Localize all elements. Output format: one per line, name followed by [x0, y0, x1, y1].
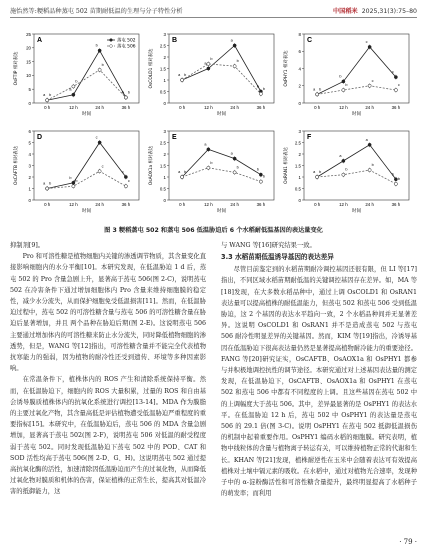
x-tick-label: 24 h [230, 202, 239, 207]
left-column [10, 240, 206, 498]
significance-letter: a [230, 38, 233, 43]
data-point [46, 187, 49, 190]
significance-letter: b [262, 174, 265, 179]
significance-letter: b [256, 167, 259, 172]
y-tick-label: 1.5 [159, 163, 166, 169]
y-tick-label: 0.5 [159, 89, 166, 95]
series-line [47, 70, 126, 100]
panel-letter: B [172, 37, 178, 44]
significance-letter: a [339, 153, 342, 158]
panel-letter: D [37, 134, 43, 141]
legend-marker [110, 39, 113, 42]
significance-letter: b [210, 56, 213, 61]
data-point [316, 93, 319, 96]
x-tick-label: 36 h [391, 105, 401, 110]
running-title: 施怡然等:粳稻品种蒸屯 502 苗期耐低温的生理与分子特性分析 [10, 8, 183, 15]
significance-letter: b [121, 90, 124, 95]
significance-letter: b [339, 74, 342, 79]
paragraph: Pro 和可溶性糖是植物细胞内关键的渗透调节物质，其含量变化直接影响细胞内的水分平衡[10]。本研究发现，在低温胁迫 1 d 后，蒸屯 502 的 Pro 含量急剧上升，显著高于蒸屯 506(图 2-C)，说明蒸屯 502 在冷害条件下通过增加细胞体内 Pro 含量来维持细胞膜的稳定性，减少水分流失，从而保护细胞免受低温损害[11]。然而，在低温胁迫过程中，蒸屯 502 的可溶性糖含量与蒸屯 506 的可溶性糖含量在胁迫后显著增加，并且 两个品种在胁迫后期(图 2-E)。这说明蒸屯 506 主要通过增加体内的可溶性糖来防止水分流失，同时降低植物细胞的渗透势，但是，WANG 等[12]指出，可溶性糖含量并不能完全代表植物抗寒能力的强弱，因为植物的耐冷性还受到遗传、环境等多种因素影响。 [10, 253, 206, 373]
plot-frame [34, 131, 139, 200]
y-tick-label: 10 [26, 73, 31, 79]
data-point [124, 175, 127, 178]
significance-letter: b [236, 59, 239, 64]
y-tick-label: 1 [298, 174, 301, 180]
paragraph: 尽管目前鉴定到的水稻苗期耐冷调控基因还很有限，但 LI 等[17]指出，不同区域水稻苗期耐低温的关键调控基因存在差异。如，MA 等[18]发现，在大多数水稻品种中，通过上调 OsCOLD1 和 OsRAN1 表达量可以提高植株的耐低温能力，但蒸屯 502 和蒸屯 506 受到低温胁迫，这 2 个基因的表达水平趋向一致，2 个水稻品种间并无显著差异。这说明 OsCOLD1 和 OsRAN1 并不是造成蒸屯 502 与蒸屯 506 耐冷性明显差异的关键基因。然而，KIM 等[19]指出，冷诱导基因在低温胁迫下很高表达量仍然是显著提高植物耐冷能力的重要途径。FANG 等[20]研究证实，OsCAFTB、OsAOX1a 和 OsPHY1 都参与并积极地调控抗性的调节途径。本研究通过对上述基因表达量的测定发现，在低温胁迫下，OsCAFTB、OsAOX1a 和 OsPHY1 在蒸屯 502 和蒸屯 506 中都有不同程度的上调。且这些基因在蒸屯 502 中的上调幅度大于蒸屯 506。其中，差异最显著的是 OsPHY1 的表达水平。在低温胁迫 12 h 后，蒸屯 502 中 OsPHY1 的表达量是蒸屯 506 的 29.1 倍(图 3-C)。说明 OsPHY1 在蒸屯 502 抵御低温损伤的机制中起着重要作用。OsPHY1 编码水稻的细胞膜。研究表明，植物中线粒体的含量与植物离子转运有关，可以维持植物正常的代谢和生长。KHAN 等[21]发现，植株耐逆性在玉米中会随着表达可有效提高植株对土壤中镉元素的吸收。在水稻中，通过对植物光合速率，发现种子中的 α-淀粉酶活性和可溶性糖含量提升，最终明显提高了水稻种子的萌发率；而利用 [221, 266, 417, 498]
plot-frame [304, 131, 409, 200]
significance-letter: c [121, 170, 124, 174]
x-tick-label: 0 h [314, 105, 321, 110]
data-point [342, 173, 345, 176]
x-tick-label: 12 h [339, 105, 348, 110]
panel-letter: C [307, 37, 313, 44]
series-line [317, 167, 396, 184]
significance-letter: b [127, 90, 130, 95]
y-axis-label: OsPHY1 相对表达 [284, 50, 289, 87]
x-tick-label: 24 h [365, 105, 374, 110]
plot-frame [169, 34, 274, 103]
series-line [47, 51, 126, 101]
y-tick-label: 4 [28, 151, 31, 157]
data-point [72, 93, 75, 96]
data-point [72, 185, 75, 188]
y-tick-label: 5 [28, 87, 31, 92]
x-tick-label: 0 h [179, 202, 186, 207]
significance-letter: a [178, 170, 181, 174]
significance-letter: b [49, 93, 52, 98]
data-point [207, 62, 210, 65]
significance-letter: a [69, 87, 72, 92]
issue-info: 2025,31(3):75–80 [361, 8, 417, 15]
y-axis-label: OsCAFTB 相对表达 [14, 146, 19, 185]
significance-letter: b [236, 165, 239, 170]
x-tick-label: 36 h [256, 202, 266, 207]
y-tick-label: 3 [298, 128, 301, 134]
y-tick-label: 2 [163, 54, 166, 60]
x-tick-label: 12 h [204, 202, 213, 207]
significance-letter: c [95, 135, 98, 140]
data-point [368, 84, 371, 87]
data-point [394, 76, 397, 79]
y-tick-label: 2 [163, 151, 166, 157]
y-axis-label: OsCOLD1 相对表达 [149, 48, 154, 89]
legend-label: 蒸屯 502 [117, 38, 136, 44]
data-point [98, 170, 101, 173]
significance-letter: b [75, 179, 78, 184]
significance-letter: a [230, 151, 233, 156]
data-point [124, 185, 127, 188]
y-tick-label: 2.5 [294, 140, 301, 146]
y-tick-label: 0 [28, 100, 31, 106]
significance-letter: b [184, 170, 187, 174]
y-tick-label: 0 [298, 100, 301, 106]
data-point [233, 65, 236, 68]
series-line [182, 46, 261, 92]
data-point [98, 49, 101, 52]
y-tick-label: 3 [163, 31, 166, 37]
series-line [182, 149, 261, 177]
significance-letter: c [365, 39, 368, 44]
significance-letter: a [313, 87, 316, 92]
y-tick-label: 8 [298, 31, 301, 37]
y-axis-label: OsFTIP 相对表达 [14, 51, 19, 86]
x-axis-label: 时间 [81, 209, 92, 214]
significance-letter: a [365, 137, 368, 142]
section-heading: 3.3 水稻苗期低温诱导基因的表达差异 [221, 253, 334, 262]
legend-label: 蒸屯 506 [117, 44, 136, 50]
data-point [207, 148, 210, 151]
figure-3 [10, 22, 417, 232]
x-tick-label: 24 h [95, 202, 104, 207]
significance-letter: c [101, 164, 104, 169]
y-tick-label: 2 [298, 83, 301, 89]
significance-letter: b [184, 73, 187, 77]
data-point [368, 169, 371, 172]
y-tick-label: 2 [298, 151, 301, 157]
figure-3-charts [10, 22, 417, 222]
legend-marker [110, 45, 113, 48]
y-tick-label: 1.5 [159, 66, 166, 72]
paragraph: 与 WANG 等[16]研究结果一致。 [221, 242, 316, 249]
panel-letter: A [37, 37, 43, 44]
x-tick-label: 24 h [95, 105, 104, 110]
series-line [47, 143, 126, 189]
journal-name: 中国稻米 [332, 8, 358, 15]
significance-letter: c [371, 78, 374, 83]
data-point [46, 99, 49, 102]
y-tick-label: 1 [163, 174, 166, 180]
data-point [394, 88, 397, 91]
y-tick-label: 2.5 [159, 140, 166, 146]
y-tick-label: 15 [26, 59, 31, 65]
series-line [182, 168, 261, 182]
y-tick-label: 25 [26, 31, 31, 37]
y-tick-label: 0 [163, 100, 166, 106]
x-tick-label: 36 h [256, 105, 266, 110]
significance-letter: b [397, 176, 400, 181]
y-axis-label: OsRAN1 相对表达 [284, 147, 289, 184]
plot-frame [169, 131, 274, 200]
significance-letter: b [345, 167, 348, 172]
significance-letter: c [127, 179, 130, 184]
page-number: · 79 · [399, 538, 417, 546]
header-rule [10, 17, 417, 18]
significance-letter: b [75, 79, 78, 84]
y-axis-label: OsAOX1a 相对表达 [149, 145, 154, 186]
x-tick-label: 0 h [44, 202, 51, 207]
x-tick-label: 36 h [391, 202, 401, 207]
significance-letter: b [69, 175, 72, 180]
data-point [342, 159, 345, 162]
significance-letter: b [391, 172, 394, 177]
x-axis-label: 时间 [351, 112, 362, 117]
data-point [233, 157, 236, 160]
significance-letter: b [95, 43, 98, 48]
y-tick-label: 5 [28, 140, 31, 146]
panel-letter: F [307, 134, 312, 141]
data-point [98, 68, 101, 71]
y-tick-label: 1 [28, 186, 31, 192]
x-tick-label: 24 h [230, 105, 239, 110]
data-point [259, 180, 262, 183]
x-tick-label: 36 h [121, 105, 131, 110]
panel-letter: E [172, 134, 177, 141]
significance-letter: b [371, 163, 374, 168]
figure-caption: 图 3 粳稻蒸屯 502 和蒸屯 506 低温胁迫后 6 个水稻耐低温基因的表达量变化 [104, 227, 323, 234]
data-point [233, 171, 236, 174]
x-axis-label: 时间 [216, 209, 227, 214]
y-tick-label: 4 [298, 66, 301, 72]
right-column [221, 240, 417, 499]
x-tick-label: 12 h [69, 105, 78, 110]
significance-letter: b [256, 84, 259, 89]
data-point [181, 78, 184, 81]
y-tick-label: 0 [28, 197, 31, 203]
significance-letter: b [101, 62, 104, 67]
significance-letter: b [210, 160, 213, 165]
series-line [317, 86, 396, 95]
data-point [368, 143, 371, 146]
y-tick-label: 6 [298, 49, 301, 55]
significance-letter: c [391, 70, 394, 75]
series-line [317, 145, 396, 180]
significance-letter: b [345, 83, 348, 88]
significance-letter: c [397, 83, 400, 88]
series-line [182, 61, 261, 94]
y-tick-label: 3 [163, 128, 166, 134]
y-tick-label: 20 [26, 45, 31, 51]
paragraph: 抑制剂[9]。 [10, 242, 45, 249]
significance-letter: b [262, 86, 265, 91]
y-tick-label: 2 [28, 174, 31, 180]
data-point [72, 85, 75, 88]
x-tick-label: 12 h [339, 202, 348, 207]
significance-letter: a [43, 181, 46, 186]
data-point [342, 88, 345, 91]
data-point [207, 67, 210, 70]
y-tick-label: 1.5 [294, 163, 301, 169]
data-point [394, 182, 397, 185]
x-axis-label: 时间 [81, 112, 92, 117]
significance-letter: a [313, 170, 316, 174]
y-tick-label: 0.5 [159, 186, 166, 192]
data-point [368, 45, 371, 48]
y-tick-label: 1 [163, 77, 166, 83]
data-point [233, 44, 236, 47]
significance-letter: a [43, 93, 46, 98]
x-tick-label: 0 h [44, 105, 51, 110]
y-tick-label: 0 [298, 197, 301, 203]
data-point [207, 166, 210, 169]
x-tick-label: 12 h [69, 202, 78, 207]
y-tick-label: 0 [163, 197, 166, 203]
x-tick-label: 36 h [121, 202, 131, 207]
x-axis-label: 时间 [216, 112, 227, 117]
series-line [317, 47, 396, 94]
x-tick-label: 24 h [365, 202, 374, 207]
paragraph: 在常温条件下，植株体内的 ROS 产生和清除系统保持平衡。然而，在低温胁迫下，细胞内的 ROS 大量积累，过量的 ROS 和自由基会诱导膜质植株体内的抗氧化系统进行调控[13-14]。MDA 作为膜脂的主要过氧化产物，其含量高低是评估植物遭受低温胁迫严重程度的重要指标[15]。本研究中，在低温胁迫后，蒸屯 506 的 MDA 含量急剧增加，显著高于蒸屯 502(图 2-F)，说明蒸屯 506 对低温的耐受程度弱于蒸屯 502。同时发现低温胁迫下蒸屯 502 中的 POD、CAT 和 SOD 活性均高于蒸屯 506(图 2-D、G、H)。这说明蒸屯 502 通过提高抗氧化酶的活性，加速清除因低温胁迫而产生的过氧化物，从而降低过氧化物对膜质和机体的伤害，保证植株的正常生长，提高其对低温冷害的抵御能力，这 [10, 376, 206, 496]
data-point [181, 175, 184, 178]
y-tick-label: 3 [28, 163, 31, 169]
data-point [98, 141, 101, 144]
x-tick-label: 0 h [179, 105, 186, 110]
x-axis-label: 时间 [351, 209, 362, 214]
y-tick-label: 6 [28, 128, 31, 134]
significance-letter: a [204, 142, 207, 147]
data-point [316, 175, 319, 178]
significance-letter: b [319, 170, 322, 174]
significance-letter: b [319, 87, 322, 92]
y-tick-label: 2.5 [159, 43, 166, 49]
significance-letter: a [178, 73, 181, 77]
data-point [124, 96, 127, 99]
significance-letter: b [49, 181, 52, 186]
journal-info [333, 6, 417, 15]
y-tick-label: 0.5 [294, 186, 301, 192]
data-point [259, 92, 262, 95]
x-tick-label: 12 h [204, 105, 213, 110]
x-tick-label: 0 h [314, 202, 321, 207]
significance-letter: a [204, 61, 207, 66]
